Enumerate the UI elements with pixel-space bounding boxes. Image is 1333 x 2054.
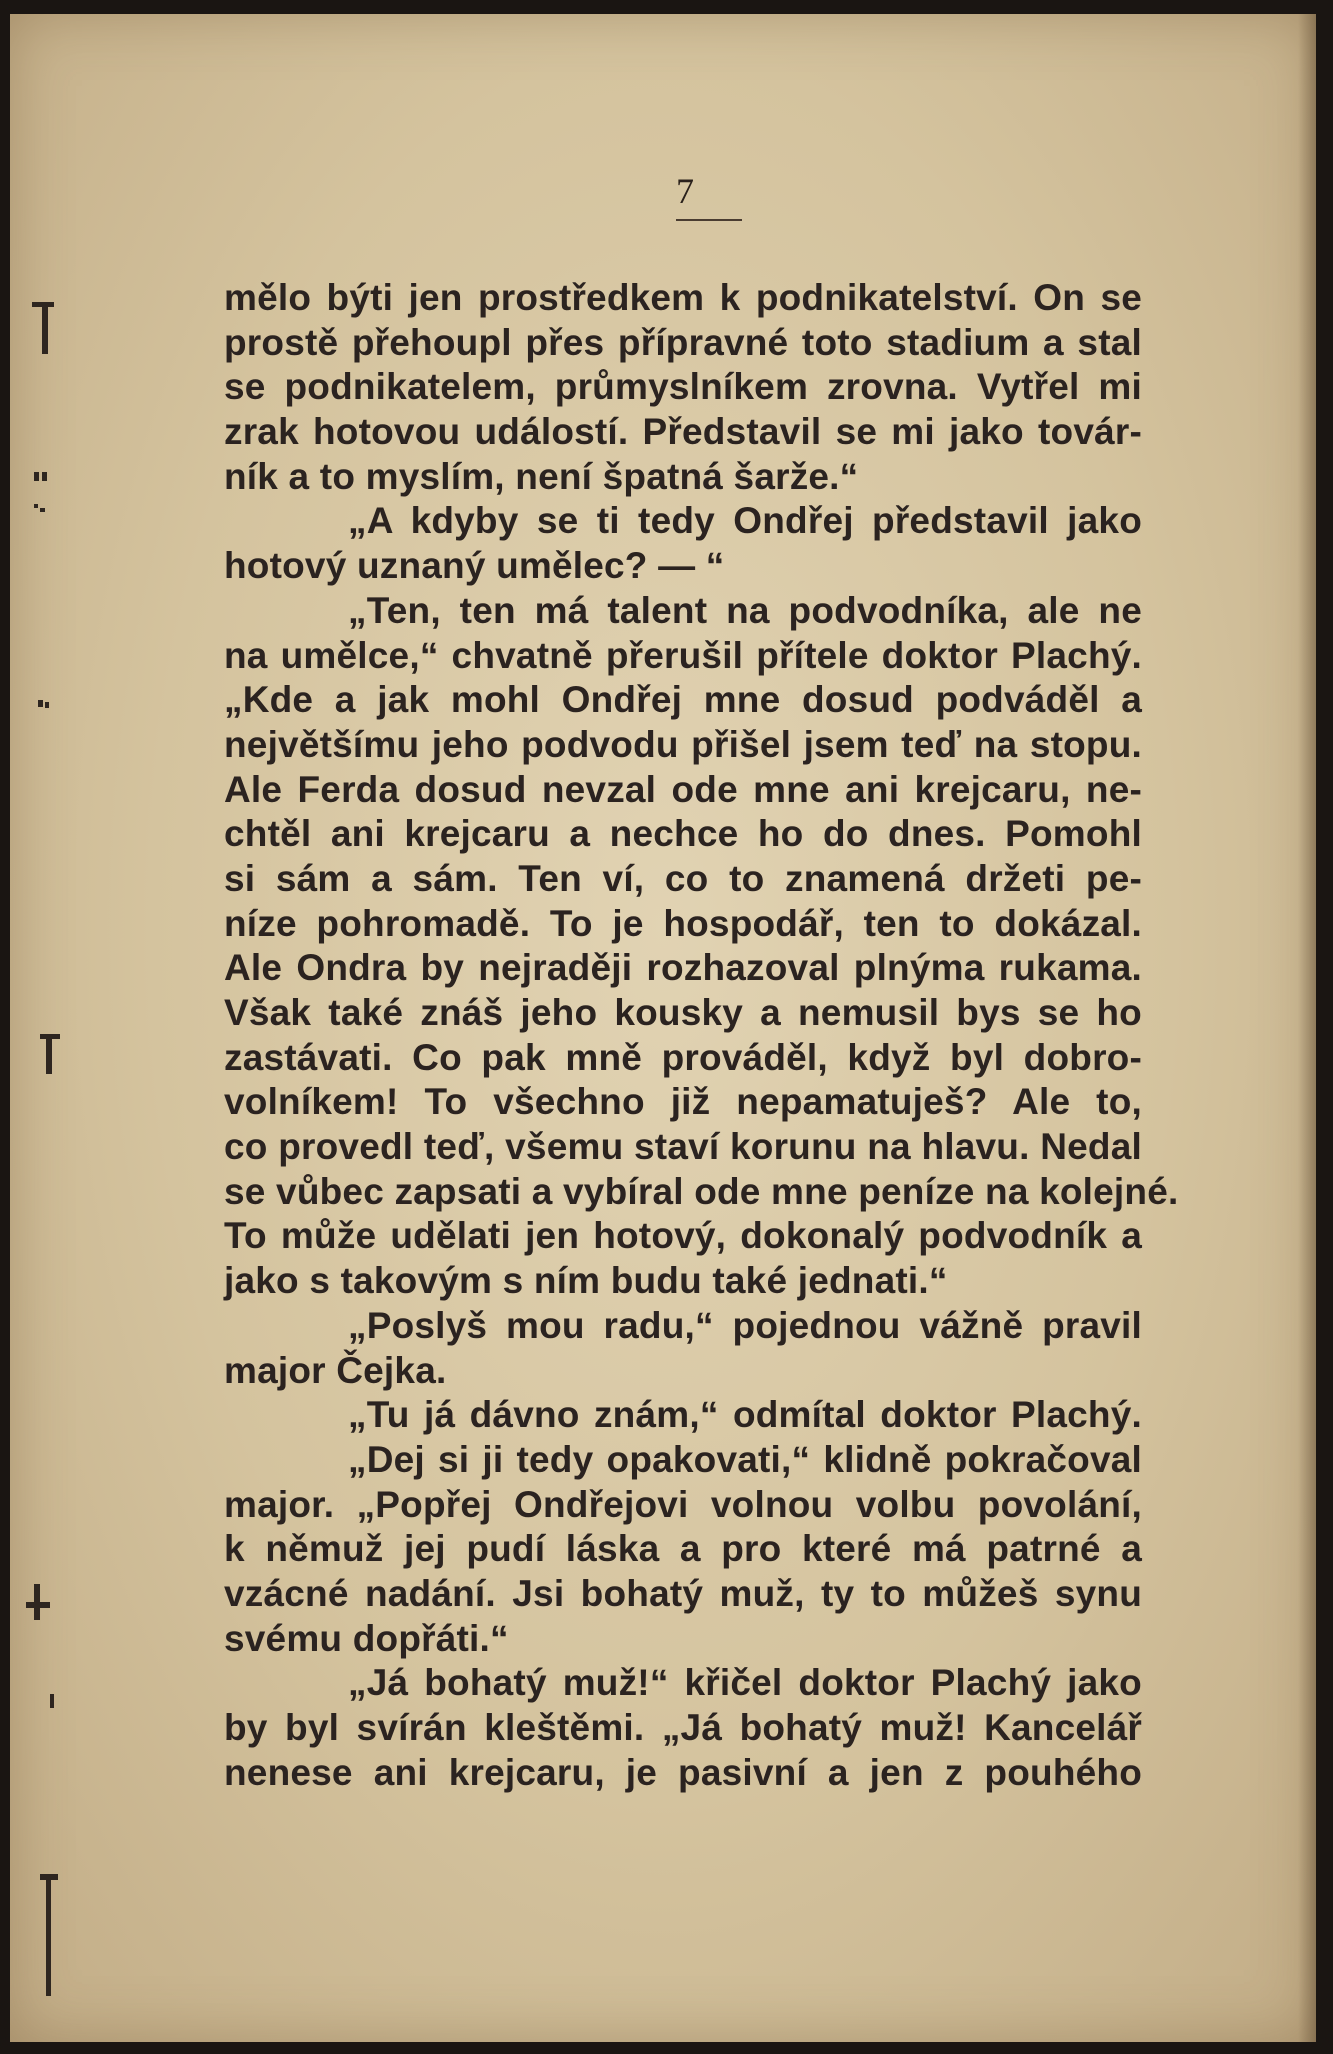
- margin-mark: [42, 304, 48, 354]
- text-line: „Ten, ten má talent na podvodníka, ale ne: [348, 589, 1142, 631]
- margin-mark: [50, 1694, 54, 1708]
- text-line: „A kdyby se ti tedy Ondřej představil jako: [348, 500, 1142, 542]
- text-line: zastávati. Co pak mně prováděl, když byl dobro-: [224, 1036, 1142, 1078]
- text-line: se vůbec zapsati a vybíral ode mne peníze na kolejné.: [224, 1170, 1179, 1212]
- text-line: „Poslyš mou radu,“ pojednou vážně pravil: [348, 1304, 1142, 1346]
- text-line: co provedl teď, všemu staví korunu na hlavu. Nedal: [224, 1126, 1142, 1168]
- text-line: jako s takovým s ním budu také jednati.“: [224, 1260, 948, 1302]
- text-line: ník a to myslím, není špatná šarže.“: [224, 455, 859, 497]
- margin-marks: [10, 14, 80, 2042]
- text-line: volníkem! To všechno již nepamatuješ? Ale to,: [224, 1081, 1142, 1123]
- text-line: si sám a sám. Ten ví, co to znamená držeti pe-: [224, 857, 1142, 899]
- text-line: major. „Popřej Ondřejovi volnou volbu povolání,: [224, 1483, 1142, 1525]
- text-line: vzácné nadání. Jsi bohatý muž, ty to můžeš synu: [224, 1572, 1142, 1614]
- text-line: prostě přehoupl přes přípravné toto stadium a stal: [224, 321, 1142, 363]
- text-line: „Dej si ji tedy opakovati,“ klidně pokračoval: [348, 1438, 1142, 1480]
- text-line: k němuž jej pudí láska a pro které má patrné a: [224, 1528, 1142, 1570]
- body-text: [224, 276, 1179, 1795]
- text-line: „Já bohatý muž!“ křičel doktor Plachý jako: [348, 1662, 1142, 1704]
- text-line: „Tu já dávno znám,“ odmítal doktor Plachý.: [348, 1394, 1142, 1436]
- text-line: chtěl ani krejcaru a nechce ho do dnes. Pomohl: [224, 813, 1142, 855]
- text-line: na umělce,“ chvatně přerušil přítele doktor Plachý.: [224, 634, 1142, 676]
- text-line: se podnikatelem, průmyslníkem zrovna. Vytřel mi: [224, 366, 1142, 408]
- margin-mark: [46, 1034, 52, 1074]
- text-line: největšímu jeho podvodu přišel jsem teď na stopu.: [224, 723, 1142, 765]
- text-line: „Kde a jak mohl Ondřej mne dosud podváděl a: [224, 679, 1142, 721]
- text-line: Ale Ondra by nejraději rozhazoval plnýma rukama.: [224, 947, 1142, 989]
- text-line: Však také znáš jeho kousky a nemusil bys se ho: [224, 992, 1142, 1033]
- book-page: [10, 14, 1316, 2042]
- margin-mark: [38, 700, 43, 707]
- margin-mark: [46, 1876, 51, 1996]
- text-line: svému dopřáti.“: [224, 1617, 509, 1659]
- margin-mark: [40, 508, 45, 512]
- text-line: zrak hotovou událostí. Představil se mi jako továr-: [224, 411, 1142, 453]
- text-line: níze pohromadě. To je hospodář, ten to dokázal.: [224, 902, 1142, 944]
- margin-mark: [42, 472, 47, 481]
- text-line: Ale Ferda dosud nevzal ode mne ani krejcaru, ne-: [224, 768, 1142, 810]
- text-line: To může udělati jen hotový, dokonalý podvodník a: [224, 1215, 1142, 1257]
- margin-mark: [34, 504, 38, 508]
- margin-mark: [32, 302, 54, 307]
- text-line: major Čejka.: [224, 1349, 447, 1391]
- page-number: 7: [676, 171, 694, 211]
- page-number-rule: [676, 219, 742, 221]
- margin-mark: [34, 1584, 40, 1620]
- page-edge-shadow: [1298, 14, 1316, 2042]
- text-line: nenese ani krejcaru, je pasivní a jen z pouhého: [224, 1751, 1142, 1793]
- text-line: mělo býti jen prostředkem k podnikatelství. On se: [224, 277, 1142, 318]
- text-line: by byl svírán kleštěmi. „Já bohatý muž! Kancelář: [224, 1707, 1142, 1748]
- margin-mark: [45, 702, 49, 708]
- margin-mark: [34, 472, 39, 481]
- text-line: hotový uznaný umělec? — “: [224, 545, 725, 587]
